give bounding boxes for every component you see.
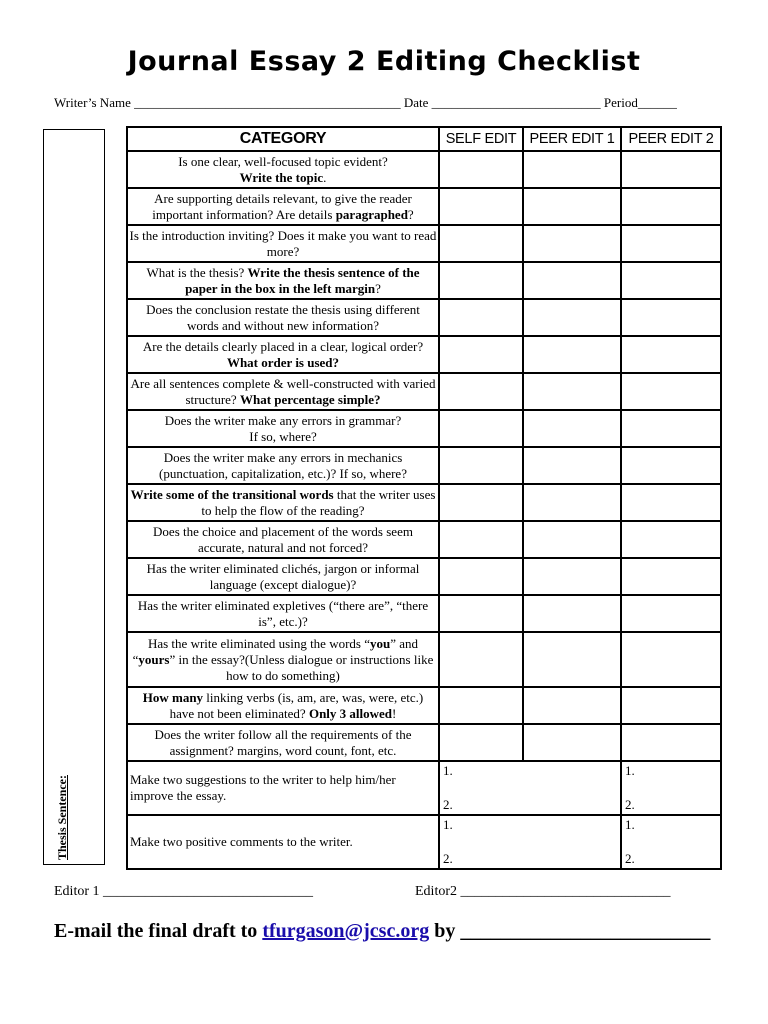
date-blank[interactable]: __________________________ [431, 95, 601, 110]
period-blank[interactable]: ______ [637, 95, 677, 110]
self-edit-cell[interactable] [439, 595, 523, 632]
question-text: that the writer uses to help the flow of the reading? [201, 486, 436, 518]
suggestions-peer2-cell[interactable] [621, 761, 721, 815]
thesis-sentence-box[interactable] [43, 129, 105, 865]
peer-edit-2-cell[interactable] [621, 484, 721, 521]
editor-2-label: Editor2 [415, 884, 457, 899]
suggestion-1-label: 1. [625, 763, 635, 778]
category-question [127, 336, 439, 373]
category-question [127, 373, 439, 410]
self-edit-cell[interactable] [439, 410, 523, 447]
suggestion-1-label: 1. [443, 763, 453, 778]
editor-1-blank[interactable]: ______________________________ [103, 884, 313, 899]
question-text: Does the writer make any errors in grammar? [164, 412, 402, 428]
peer-edit-2-cell[interactable] [621, 373, 721, 410]
question-text: ! [392, 705, 397, 721]
table-row [127, 447, 721, 484]
peer-edit-1-cell[interactable] [523, 373, 621, 410]
table-row [127, 521, 721, 558]
question-emphasis: Only 3 allowed [308, 705, 393, 721]
comment-2-label: 2. [443, 851, 453, 866]
self-edit-cell[interactable] [439, 299, 523, 336]
comments-row [127, 815, 721, 869]
peer-edit-2-cell[interactable] [621, 724, 721, 761]
email-instruction [54, 920, 710, 943]
suggestions-prompt: Make two suggestions to the writer to help him/her improve the essay. [127, 761, 439, 815]
self-edit-cell[interactable] [439, 724, 523, 761]
table-row [127, 262, 721, 299]
editor-1-field [54, 884, 313, 900]
table-row [127, 632, 721, 687]
category-question [127, 225, 439, 262]
question-text: If so, where? [249, 428, 317, 444]
period-label: Period [603, 95, 638, 110]
suggestion-2-label: 2. [625, 797, 635, 812]
column-header-peer-edit-2: PEER EDIT 2 [621, 127, 721, 151]
question-emphasis: What order is used? [226, 354, 340, 370]
peer-edit-2-cell[interactable] [621, 299, 721, 336]
peer-edit-1-cell[interactable] [523, 447, 621, 484]
table-row [127, 373, 721, 410]
category-question [127, 299, 439, 336]
question-text: Does the conclusion restate the thesis using different words and without new information? [146, 301, 420, 333]
category-question [127, 484, 439, 521]
peer-edit-2-cell[interactable] [621, 410, 721, 447]
question-text: ” in the essay?(Unless dialogue or instructions like how to do something) [169, 651, 434, 683]
self-edit-cell[interactable] [439, 521, 523, 558]
question-text: Does the choice and placement of the words seem accurate, natural and not forced? [153, 523, 413, 555]
question-text: ” and “ [132, 635, 419, 667]
question-emphasis: How many [142, 689, 204, 705]
peer-edit-2-cell[interactable] [621, 521, 721, 558]
column-header-self-edit: SELF EDIT [439, 127, 523, 151]
question-text: linking verbs (is, am, are, was, were, etc.) have not been eliminated? [169, 689, 424, 721]
column-header-peer-edit-1: PEER EDIT 1 [523, 127, 621, 151]
peer-edit-2-cell[interactable] [621, 632, 721, 687]
suggestion-2-label: 2. [443, 797, 453, 812]
table-row [127, 299, 721, 336]
self-edit-cell[interactable] [439, 447, 523, 484]
question-text: Has the writer eliminated clichés, jargon or informal language (except dialogue)? [146, 560, 420, 592]
category-question [127, 724, 439, 761]
table-row [127, 188, 721, 225]
due-date-blank[interactable]: _________________________ [460, 920, 711, 942]
category-question [127, 521, 439, 558]
question-emphasis: What percentage simple? [239, 391, 381, 407]
email-suffix: by [434, 920, 456, 942]
date-label: Date [403, 95, 429, 110]
category-question [127, 632, 439, 687]
writer-name-label: Writer’s Name [54, 95, 131, 110]
self-edit-cell[interactable] [439, 336, 523, 373]
question-text: Does the writer make any errors in mechanics (punctuation, capitalization, etc.)? If so, where? [159, 449, 407, 481]
question-emphasis: Write the thesis sentence of the paper in the box in the left margin [185, 264, 420, 296]
question-emphasis: Write the topic [239, 169, 324, 185]
email-link[interactable]: tfurgason@jcsc.org [262, 920, 430, 942]
table-row [127, 595, 721, 632]
column-header-category: CATEGORY [127, 127, 439, 151]
peer-edit-2-cell[interactable] [621, 262, 721, 299]
peer-edit-1-cell[interactable] [523, 484, 621, 521]
peer-edit-2-cell[interactable] [621, 595, 721, 632]
thesis-sentence-label: Thesis Sentence: [55, 775, 69, 860]
page-title: Journal Essay 2 Editing Checklist [127, 46, 641, 77]
peer-edit-1-cell[interactable] [523, 558, 621, 595]
question-text: Does the writer follow all the requirements of the assignment? margins, word count, font, etc. [154, 726, 412, 758]
comments-peer2-cell[interactable] [621, 815, 721, 869]
question-text: Has the writer eliminated expletives (“there are”, “there is”, etc.)? [137, 597, 429, 629]
question-text: Are all sentences complete & well-constructed with varied structure? [130, 375, 436, 407]
self-edit-cell[interactable] [439, 188, 523, 225]
editor-2-blank[interactable]: ______________________________ [460, 884, 671, 899]
peer-edit-1-cell[interactable] [523, 262, 621, 299]
peer-edit-2-cell[interactable] [621, 151, 721, 188]
suggestions-self-peer-cell[interactable] [439, 761, 621, 815]
question-text: Are the details clearly placed in a clear, logical order? [142, 338, 424, 354]
peer-edit-2-cell[interactable] [621, 687, 721, 724]
category-question [127, 262, 439, 299]
question-emphasis: you [370, 635, 391, 651]
comment-1-label: 1. [625, 817, 635, 832]
checklist-rows [127, 151, 721, 761]
table-row [127, 558, 721, 595]
peer-edit-1-cell[interactable] [523, 521, 621, 558]
table-row [127, 724, 721, 761]
question-text: ? [407, 206, 414, 222]
comments-self-peer-cell[interactable] [439, 815, 621, 869]
table-row [127, 225, 721, 262]
question-emphasis: paragraphed [335, 206, 408, 222]
peer-edit-2-cell[interactable] [621, 447, 721, 484]
question-text: Are supporting details relevant, to give the reader important information? Are details [152, 190, 412, 222]
question-text: Is the introduction inviting? Does it make you want to read more? [129, 227, 437, 259]
table-row [127, 410, 721, 447]
comment-2-label: 2. [625, 851, 635, 866]
self-edit-cell[interactable] [439, 632, 523, 687]
peer-edit-1-cell[interactable] [523, 687, 621, 724]
question-text: ? [375, 280, 381, 296]
question-emphasis: yours [138, 651, 170, 667]
comments-prompt: Make two positive comments to the writer. [127, 815, 439, 869]
peer-edit-1-cell[interactable] [523, 595, 621, 632]
table-row [127, 687, 721, 724]
question-text: Has the write eliminated using the words “ [147, 635, 370, 651]
self-edit-cell[interactable] [439, 687, 523, 724]
email-prefix: E-mail the final draft to [54, 920, 258, 942]
category-question [127, 595, 439, 632]
category-question [127, 188, 439, 225]
peer-edit-1-cell[interactable] [523, 724, 621, 761]
table-row [127, 336, 721, 373]
comment-1-label: 1. [443, 817, 453, 832]
suggestions-row [127, 761, 721, 815]
table-row [127, 151, 721, 188]
question-text: What is the thesis? [146, 264, 248, 280]
editor-1-label: Editor 1 [54, 884, 100, 899]
writer-name-blank[interactable]: _________________________________________ [134, 95, 401, 110]
category-question [127, 410, 439, 447]
peer-edit-1-cell[interactable] [523, 225, 621, 262]
peer-edit-1-cell[interactable] [523, 632, 621, 687]
category-question [127, 447, 439, 484]
peer-edit-1-cell[interactable] [523, 299, 621, 336]
peer-edit-1-cell[interactable] [523, 151, 621, 188]
self-edit-cell[interactable] [439, 225, 523, 262]
peer-edit-1-cell[interactable] [523, 410, 621, 447]
category-question [127, 687, 439, 724]
peer-edit-2-cell[interactable] [621, 336, 721, 373]
table-header-row [127, 127, 721, 151]
question-text: Is one clear, well-focused topic evident? [178, 153, 388, 169]
self-edit-cell[interactable] [439, 373, 523, 410]
peer-edit-1-cell[interactable] [523, 336, 621, 373]
self-edit-cell[interactable] [439, 262, 523, 299]
header-fields [54, 95, 677, 111]
question-emphasis: Write some of the transitional words [130, 486, 334, 502]
self-edit-cell[interactable] [439, 484, 523, 521]
editor-2-field [415, 884, 671, 900]
table-row [127, 484, 721, 521]
category-question [127, 151, 439, 188]
category-question [127, 558, 439, 595]
peer-edit-2-cell[interactable] [621, 188, 721, 225]
peer-edit-2-cell[interactable] [621, 225, 721, 262]
editing-checklist-table [126, 126, 722, 870]
self-edit-cell[interactable] [439, 151, 523, 188]
question-text: . [323, 169, 327, 185]
peer-edit-2-cell[interactable] [621, 558, 721, 595]
peer-edit-1-cell[interactable] [523, 188, 621, 225]
self-edit-cell[interactable] [439, 558, 523, 595]
